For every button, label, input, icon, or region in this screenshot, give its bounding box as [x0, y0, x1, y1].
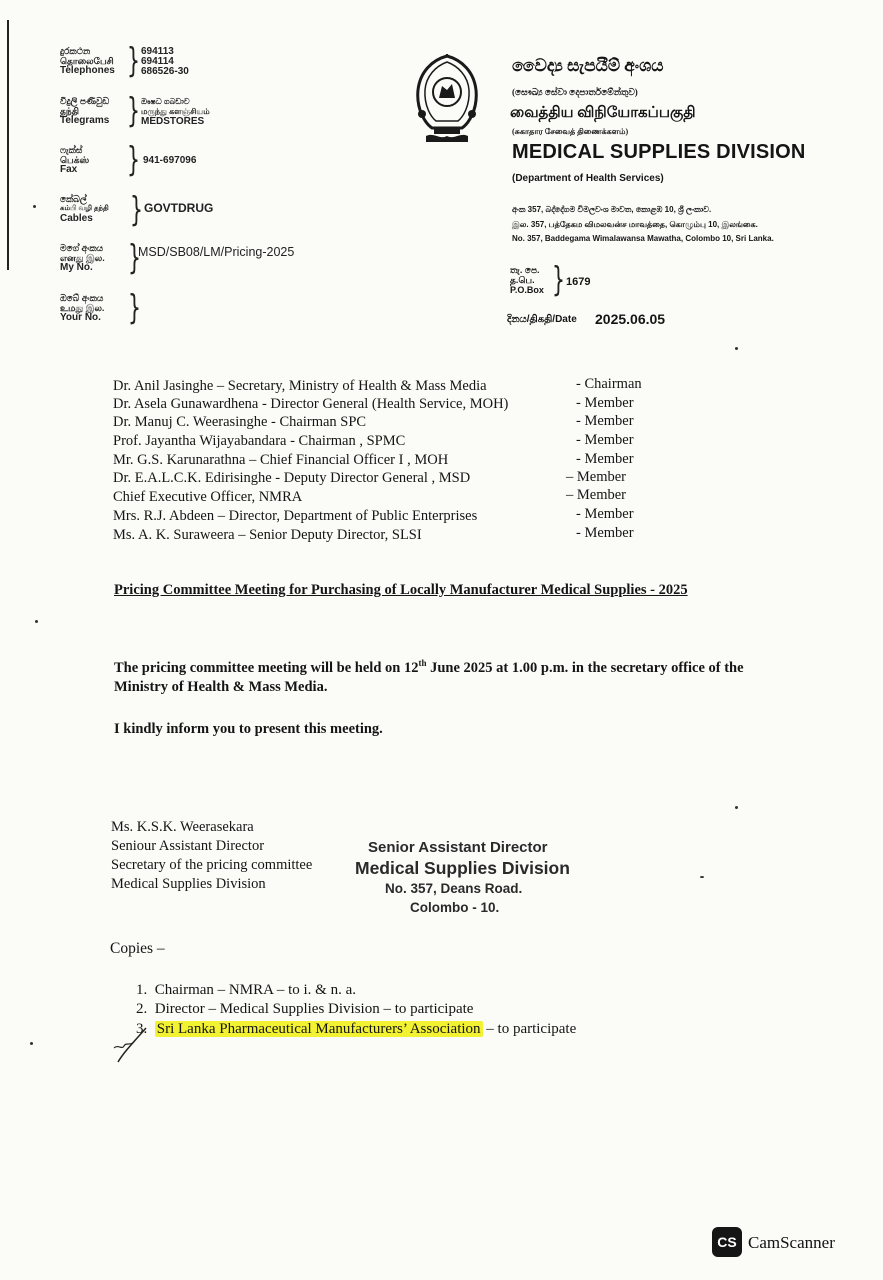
your-no-label: ඔබේ අංකය உமது இல. Your No.: [60, 293, 105, 323]
body-paragraph-line2: Ministry of Health & Mass Media.: [114, 679, 328, 695]
address-tamil: இல. 357, பத்தேகம விமலவன்ச மாவத்தை, கொழும்பு 10, இலங்கை.: [512, 220, 758, 229]
member-role: - Member: [576, 413, 634, 429]
member-name: Dr. E.A.L.C.K. Edirisinghe - Deputy Director General , MSD: [113, 470, 471, 486]
brace: }: [127, 91, 140, 131]
scan-dot: [735, 806, 738, 809]
telegrams-label: විදුලි පණිවුඩ தந்தி Telegrams: [60, 96, 110, 126]
copy-item: 2. Director – Medical Supplies Division – to participate: [136, 1001, 474, 1017]
stamp-line: Colombo - 10.: [410, 900, 500, 915]
scan-dot: [700, 876, 704, 878]
scan-edge-line: [7, 20, 9, 270]
member-name: Ms. A. K. Suraweera – Senior Deputy Director, SLSI: [113, 527, 422, 543]
member-name: Dr. Anil Jasinghe – Secretary, Ministry of Health & Mass Media: [113, 378, 487, 394]
pobox-value: 1679: [566, 276, 591, 288]
member-name: Prof. Jayantha Wijayabandara - Chairman , SPMC: [113, 433, 406, 449]
member-name: Dr. Asela Gunawardhena - Director General (Health Service, MOH): [113, 396, 509, 412]
org-sub-sinhala: (සෞඛ්‍ය සේවා දෙපාර්තමේන්තුව): [512, 87, 638, 97]
member-role: – Member: [566, 487, 626, 503]
org-department: (Department of Health Services): [512, 173, 664, 184]
body-paragraph-2: I kindly inform you to present this meeting.: [114, 721, 383, 737]
scan-dot: [30, 1042, 33, 1045]
signature-line: Seniour Assistant Director: [111, 838, 265, 854]
sri-lanka-emblem: [412, 54, 482, 146]
stamp-line: Medical Supplies Division: [355, 858, 570, 878]
fax-value: 941-697096: [143, 155, 197, 166]
pobox-label: තැ. පෙ. த.பெ. P.O.Box: [510, 265, 544, 295]
scan-dot: [33, 205, 36, 208]
date-label: දිනය/திகதி/Date: [507, 314, 577, 325]
address-sinhala: අංක 357, බද්දේගම විමලවංශ මාවත, කොළඹ 10, ශ්‍රී ලංකාව.: [512, 205, 712, 214]
member-name: Mr. G.S. Karunarathna – Chief Financial Officer I , MOH: [113, 452, 449, 468]
telephones-value: 694113 694114 686526-30: [141, 46, 189, 77]
member-role: - Member: [576, 395, 634, 411]
telegrams-value: ඖෂධ ගබඩාව மருந்து களஞ்சியம் MEDSTORES: [141, 97, 210, 127]
brace: }: [127, 140, 140, 180]
stamp-line: Senior Assistant Director: [368, 839, 548, 856]
member-name: Chief Executive Officer, NMRA: [113, 489, 303, 505]
brace: }: [552, 260, 565, 300]
telephones-label: දුරකථන தொலைபேசி Telephones: [60, 46, 115, 76]
brace: }: [128, 238, 141, 278]
member-role: - Member: [576, 432, 634, 448]
org-name-english: MEDICAL SUPPLIES DIVISION: [512, 141, 806, 163]
member-role: - Chairman: [576, 376, 642, 392]
org-name-sinhala: වෛද්‍ය සැපයීම් අංශය: [512, 56, 664, 75]
member-role: – Member: [566, 469, 626, 485]
subject-heading: Pricing Committee Meeting for Purchasing of Locally Manufacturer Medical Supplies - 2025: [114, 582, 688, 598]
org-name-tamil: வைத்திய விநியோகப்பகுதி: [510, 105, 696, 121]
highlighted-text: Sri Lanka Pharmaceutical Manufacturers’ Association: [156, 1021, 481, 1037]
signature-line: Secretary of the pricing committee: [111, 857, 313, 873]
member-name: Dr. Manuj C. Weerasinghe - Chairman SPC: [113, 414, 367, 430]
org-sub-tamil: (சுகாதார சேவைத் திணைக்களம்): [512, 127, 629, 136]
cables-value: GOVTDRUG: [144, 201, 214, 215]
body-paragraph-line1: The pricing committee meeting will be held on 12th June 2025 at 1.00 p.m. in the secretary office of the: [114, 658, 744, 676]
stamp-line: No. 357, Deans Road.: [385, 881, 523, 896]
cables-label: කේබල් கம்பி வழி தந்தி Cables: [60, 194, 109, 224]
brace: }: [128, 288, 141, 328]
copies-heading: Copies –: [110, 940, 165, 957]
member-name: Mrs. R.J. Abdeen – Director, Department of Public Enterprises: [113, 508, 478, 524]
member-role: - Member: [576, 506, 634, 522]
brace: }: [130, 190, 143, 230]
date-value: 2025.06.05: [595, 311, 666, 327]
camscanner-text: CamScanner: [748, 1233, 835, 1252]
pen-tick-mark: [112, 1022, 160, 1070]
my-no-label: මගේ අංකය எனது இல. My No.: [60, 243, 105, 273]
scan-dot: [35, 620, 38, 623]
fax-label: ෆැක්ස් பெக்ஸ் Fax: [60, 145, 90, 175]
copy-item: 1. Chairman – NMRA – to i. & n. a.: [136, 982, 356, 998]
brace: }: [127, 41, 140, 81]
my-no-value: MSD/SB08/LM/Pricing-2025: [138, 245, 295, 259]
address-english: No. 357, Baddegama Wimalawansa Mawatha, Colombo 10, Sri Lanka.: [512, 234, 774, 243]
signature-line: Medical Supplies Division: [111, 876, 266, 892]
scan-dot: [735, 347, 738, 350]
signature-line: Ms. K.S.K. Weerasekara: [111, 819, 254, 835]
camscanner-logo: CS: [712, 1227, 742, 1257]
member-role: - Member: [576, 451, 634, 467]
member-role: - Member: [576, 525, 634, 541]
copy-item: 3. Sri Lanka Pharmaceutical Manufacturers’ Association – to participate: [136, 1021, 577, 1037]
